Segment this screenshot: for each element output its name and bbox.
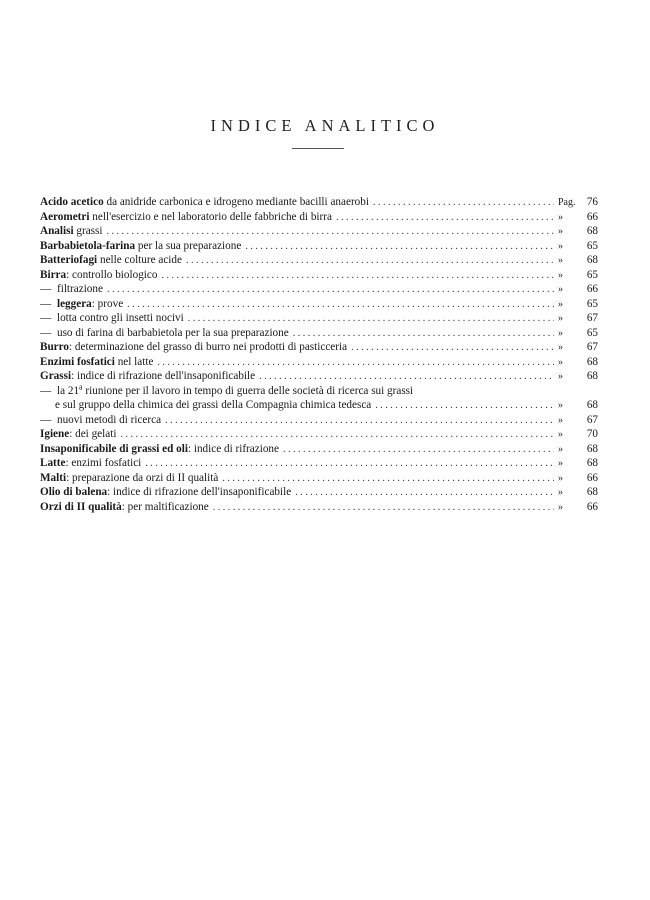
page-number: 67 [586,341,598,353]
dot-leader [373,196,554,211]
entry-description: : dei gelati [69,428,117,440]
entry-description: : prove [91,297,124,310]
entry-text [40,485,291,500]
entry-description: nell'esercizio e nel laboratorio delle fabbriche di birra [89,210,332,223]
entry-text [40,500,209,515]
entry-description: nelle colture acide [97,254,182,266]
page-number: 68 [586,355,598,368]
page-number: 68 [586,254,598,266]
entry-text [40,471,218,486]
page-number: 67 [586,312,598,324]
entry-text [40,268,157,283]
dash-marker: — [40,413,52,426]
dot-leader [245,240,554,255]
page-number: 68 [586,225,598,237]
page-mark: » [558,226,563,237]
entry-text [40,413,161,428]
index-entry [40,340,598,355]
index-subentry [40,326,598,341]
entry-text [40,224,102,239]
entry-text [40,210,332,225]
index-entry [40,210,598,225]
page-mark: » [558,211,563,223]
dot-leader [165,414,554,429]
page-mark: » [558,458,563,469]
index-continuation [40,398,598,413]
entry-text [40,297,123,312]
index-entry [40,224,598,239]
page-mark: » [558,472,563,484]
entry-term: Insaponificabile di grassi ed oli [40,442,188,455]
dot-leader [283,443,554,458]
index-entry [40,268,598,283]
entry-term: Orzi di II qualità [40,500,122,513]
index-subentry [40,311,598,326]
index-entry [40,485,598,500]
entry-text [40,355,153,370]
page-number: 66 [586,471,598,484]
page-number: 68 [586,370,598,382]
index-subentry [40,381,598,399]
entry-term: Aerometri [40,210,90,223]
index-entry [40,239,598,254]
entry-description: riunione per il lavoro in tempo di guerra delle società di ricerca sui grassi [82,384,414,397]
entry-description: nuovi metodi di ricerca [56,413,162,426]
entry-term: Birra [40,268,67,281]
page-mark: » [558,342,563,353]
page-number: 65 [586,326,598,339]
entry-text [40,195,369,210]
page-mark: » [558,356,563,368]
dash-marker: — [40,297,52,310]
entry-description: uso di farina di barbabietola per la sua preparazione [56,326,289,339]
dot-leader [295,486,554,501]
page-number: 66 [586,210,598,223]
entry-term: Batteriofagi [40,254,98,266]
page-number: 66 [586,500,598,513]
entry-description: da anidride carbonica e idrogeno mediante bacilli anaerobi [103,196,369,208]
dash-marker: — [40,312,52,324]
dot-leader [106,225,554,240]
dot-leader [161,269,554,284]
page-title: INDICE ANALITICO [210,116,440,135]
entry-text [40,427,116,442]
entry-description: filtrazione [56,283,103,295]
dot-leader [375,399,554,414]
entry-description: e sul gruppo della chimica dei grassi della Compagnia chimica tedesca [55,399,372,411]
index-entry [40,355,598,370]
entry-description: : preparazione da orzi di II qualità [66,471,219,484]
page-mark: » [558,414,563,426]
page-mark: » [558,443,563,455]
index-subentry [40,413,598,428]
entry-description: nel latte [114,355,154,368]
entry-term: Analisi [40,225,74,237]
page-mark: » [558,240,563,252]
page-number: 76 [586,196,598,208]
entry-term: Acido acetico [40,196,104,208]
entry-description: : controllo biologico [66,268,158,281]
page-number: 66 [586,283,598,295]
entry-text [40,381,414,399]
entry-text [40,253,182,268]
entry-term: Barbabietola-farina [40,239,136,252]
page-mark: » [558,327,563,339]
page-number: 68 [586,399,598,411]
page-mark: » [558,269,563,281]
dot-leader [157,356,554,371]
entry-text [40,456,141,471]
page-mark: » [558,501,563,513]
entry-description: : indice di rifrazione [187,442,279,455]
entry-text [40,326,289,341]
page-mark: » [558,313,563,324]
entry-term: Latte [40,457,66,469]
entry-description: lotta contro gli insetti nocivi [56,312,184,324]
dot-leader [336,211,554,226]
entry-description: per la sua preparazione [135,239,242,252]
page-number: 67 [586,413,598,426]
dot-leader [213,501,554,516]
entry-description: : indice di rifrazione dell'insaponificabile [107,486,292,498]
entry-term: leggera [56,297,92,310]
entry-text [40,239,241,254]
index-subentry [40,282,598,297]
entry-text [40,442,279,457]
dot-leader [222,472,554,487]
index-entry [40,369,598,384]
dot-leader [259,370,554,385]
entry-term: Malti [40,471,67,484]
entry-term: Igiene [40,428,70,440]
dot-leader [186,254,554,269]
entry-term: Grassi [40,370,72,382]
entry-description-start: la 21 [56,384,80,397]
entry-description: : enzimi fosfatici [65,457,142,469]
page-mark: » [558,371,563,382]
index-entry [40,427,598,442]
dot-leader [351,341,554,356]
page-mark: Pag. [558,197,576,208]
page-mark: » [558,284,563,295]
entry-text [40,311,184,326]
entry-description: : determinazione del grasso di burro nei prodotti di pasticceria [69,341,348,353]
page-mark: » [558,487,563,498]
entry-description: : per maltificazione [121,500,209,513]
dot-leader [107,283,554,298]
dot-leader [120,428,554,443]
entry-description: : indice di rifrazione dell'insaponificabile [71,370,256,382]
ordinal-superscript: a [79,381,83,391]
page-mark: » [558,298,563,310]
entry-text [40,340,347,355]
index-entry [40,471,598,486]
dot-leader [127,298,554,313]
index-entry [40,253,598,268]
index-entry [40,456,598,471]
page-number: 70 [586,428,598,440]
entry-term: Burro [40,341,70,353]
page-number: 68 [586,442,598,455]
page-number: 65 [586,268,598,281]
index-entry [40,500,598,515]
dot-leader [188,312,554,327]
page-mark: » [558,255,563,266]
page-mark: » [558,429,563,440]
entry-description: grassi [73,225,103,237]
index-entry [40,195,598,210]
dash-marker: — [40,326,52,339]
page-number: 68 [586,486,598,498]
dot-leader [293,327,554,342]
index-entry [40,442,598,457]
index-list [40,195,598,514]
title-divider [292,148,344,149]
dash-marker: — [40,384,52,397]
page-number: 65 [586,297,598,310]
index-subentry [40,297,598,312]
entry-term: Olio di balena [40,486,108,498]
page-mark: » [558,400,563,411]
dot-leader [145,457,554,472]
dash-marker: — [40,283,52,295]
page-number: 65 [586,239,598,252]
page-number: 68 [586,457,598,469]
entry-text [40,369,255,384]
entry-term: Enzimi fosfatici [40,355,115,368]
entry-text [40,282,103,297]
